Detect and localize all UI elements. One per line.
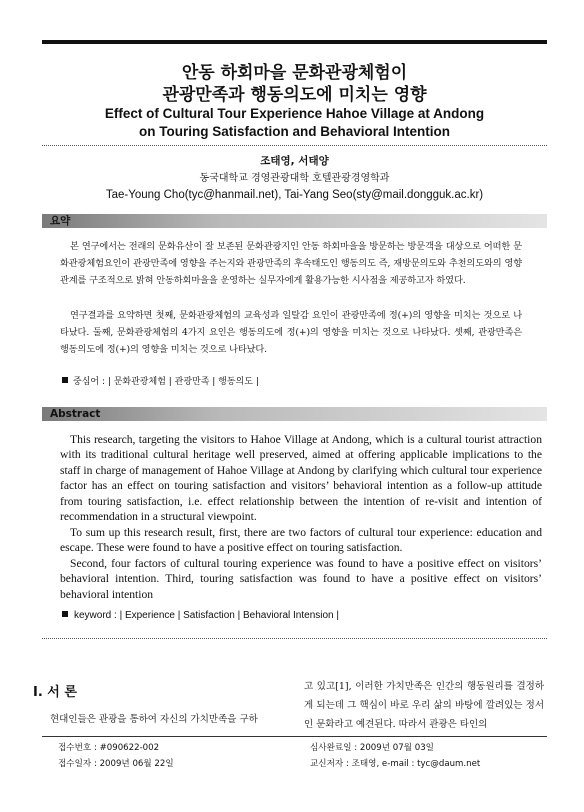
author-affiliation: 동국대학교 경영관광대학 호텔관광경영학과 [199, 173, 390, 184]
keywords-english-text: keyword : | Experience | Satisfaction | Behavioral Intension | [74, 610, 339, 621]
abstract-english-header [42, 407, 547, 421]
author-names-korean: 조태영, 서태양 [260, 155, 329, 167]
keywords-korean-text: 중심어 : | 문화관광체험 | 관광만족 | 행동의도 | [73, 377, 259, 387]
dotted-divider [42, 145, 547, 146]
title-english-line1: Effect of Cultural Tour Experience Hahoe Village at Andong [104, 106, 485, 121]
top-rule [42, 40, 547, 44]
dotted-divider-bottom [42, 638, 547, 639]
footer-rule [42, 736, 547, 737]
abstract-korean-heading: 요약 [50, 215, 71, 227]
abstract-korean-header [42, 214, 547, 228]
footer-received-number: 접수번호 : #090622-002 [58, 743, 160, 753]
abstract-korean-para2: 연구결과를 요약하면 첫째, 문화관광체험의 교육성과 일탈감 요인이 관광만족에 정(+)의 영향을 미치는 것으로 나타났다. 둘째, 문화관광체험의 4가지 요인은 행동의도에 정(+)의 영향을 미치는 것으로 나타났다. 셋째, 관광만족은 행동의도에 정(+)의 영향을 미치는 것으로 나타났다. [60, 310, 522, 356]
body-left-column: 현대인들은 관광을 통하여 자신의 가치만족을 구하 [50, 714, 258, 725]
bullet-square-icon [62, 611, 68, 617]
author-emails: Tae-Young Cho(tyc@hanmail.net), Tai-Yang Seo(sty@mail.dongguk.ac.kr) [105, 189, 484, 201]
keywords-korean [62, 374, 259, 387]
section-heading-introduction: I. 서 론 [33, 685, 77, 700]
footer-review-date: 심사완료일 : 2009년 07월 03일 [310, 743, 434, 753]
body-right-column: 고 있고[1], 이러한 가치만족은 인간의 행동원리를 결정하게 되는데 그 핵심이 바로 우리 삶의 바탕에 깔려있는 정서인 문화라고 예견된다. 따라서 관광은 타인의 [304, 681, 544, 730]
keywords-english [62, 610, 339, 621]
bullet-square-icon [62, 377, 68, 383]
footer-corresponding-author: 교신저자 : 조태영, e-mail : tyc@daum.net [310, 759, 481, 769]
footer-received-date: 접수일자 : 2009년 06월 22일 [58, 759, 174, 769]
abstract-english-para1: This research, targeting the visitors to Hahoe Village at Andong, which is a cultural tourist attraction with its traditional cultural heritage well preserved, aimed at offering applicable implications to the staff in charge of management of Hahoe Village at Andong by clarifying which cultural tour experience factor has an effect on touring satisfaction and visitors’ behavioral intention as a follow-up attitude from touring satisfaction, i.e. effect relationship between the intention of re-visit and intention of recommendation in a structural viewpoint. [60, 433, 542, 524]
abstract-english-para2: To sum up this research result, first, there are two factors of cultural tour experience: education and escape. These were found to have a positive effect on touring satisfaction. [60, 526, 542, 555]
title-korean-line1: 안동 하회마을 문화관광체험이 [181, 63, 408, 83]
title-korean-line2: 관광만족과 행동의도에 미치는 영향 [162, 85, 427, 105]
abstract-korean-para1: 본 연구에서는 전래의 문화유산이 잘 보존된 문화관광지인 안동 하회마을을 방문하는 방문객을 대상으로 어떠한 문화관광체험요인이 관광만족에 영향을 주는지와 관광만족의 후속태도인 행동의도 즉, 재방문의도와 추천의도와의 영향관계를 구조적으로 밝혀 안동하회마을을 운영하는 실무자에게 활용가능한 시사점을 제공하고자 하였다. [60, 241, 522, 287]
abstract-english-para3: Second, four factors of cultural touring experience was found to have a positive effect on visitors’ behavioral intention. Third, touring satisfaction was found to have a positive effect on visitors’ behavioral intention [60, 557, 542, 601]
abstract-english-heading: Abstract [50, 408, 101, 420]
title-english-line2: on Touring Satisfaction and Behavioral Intention [138, 124, 450, 139]
